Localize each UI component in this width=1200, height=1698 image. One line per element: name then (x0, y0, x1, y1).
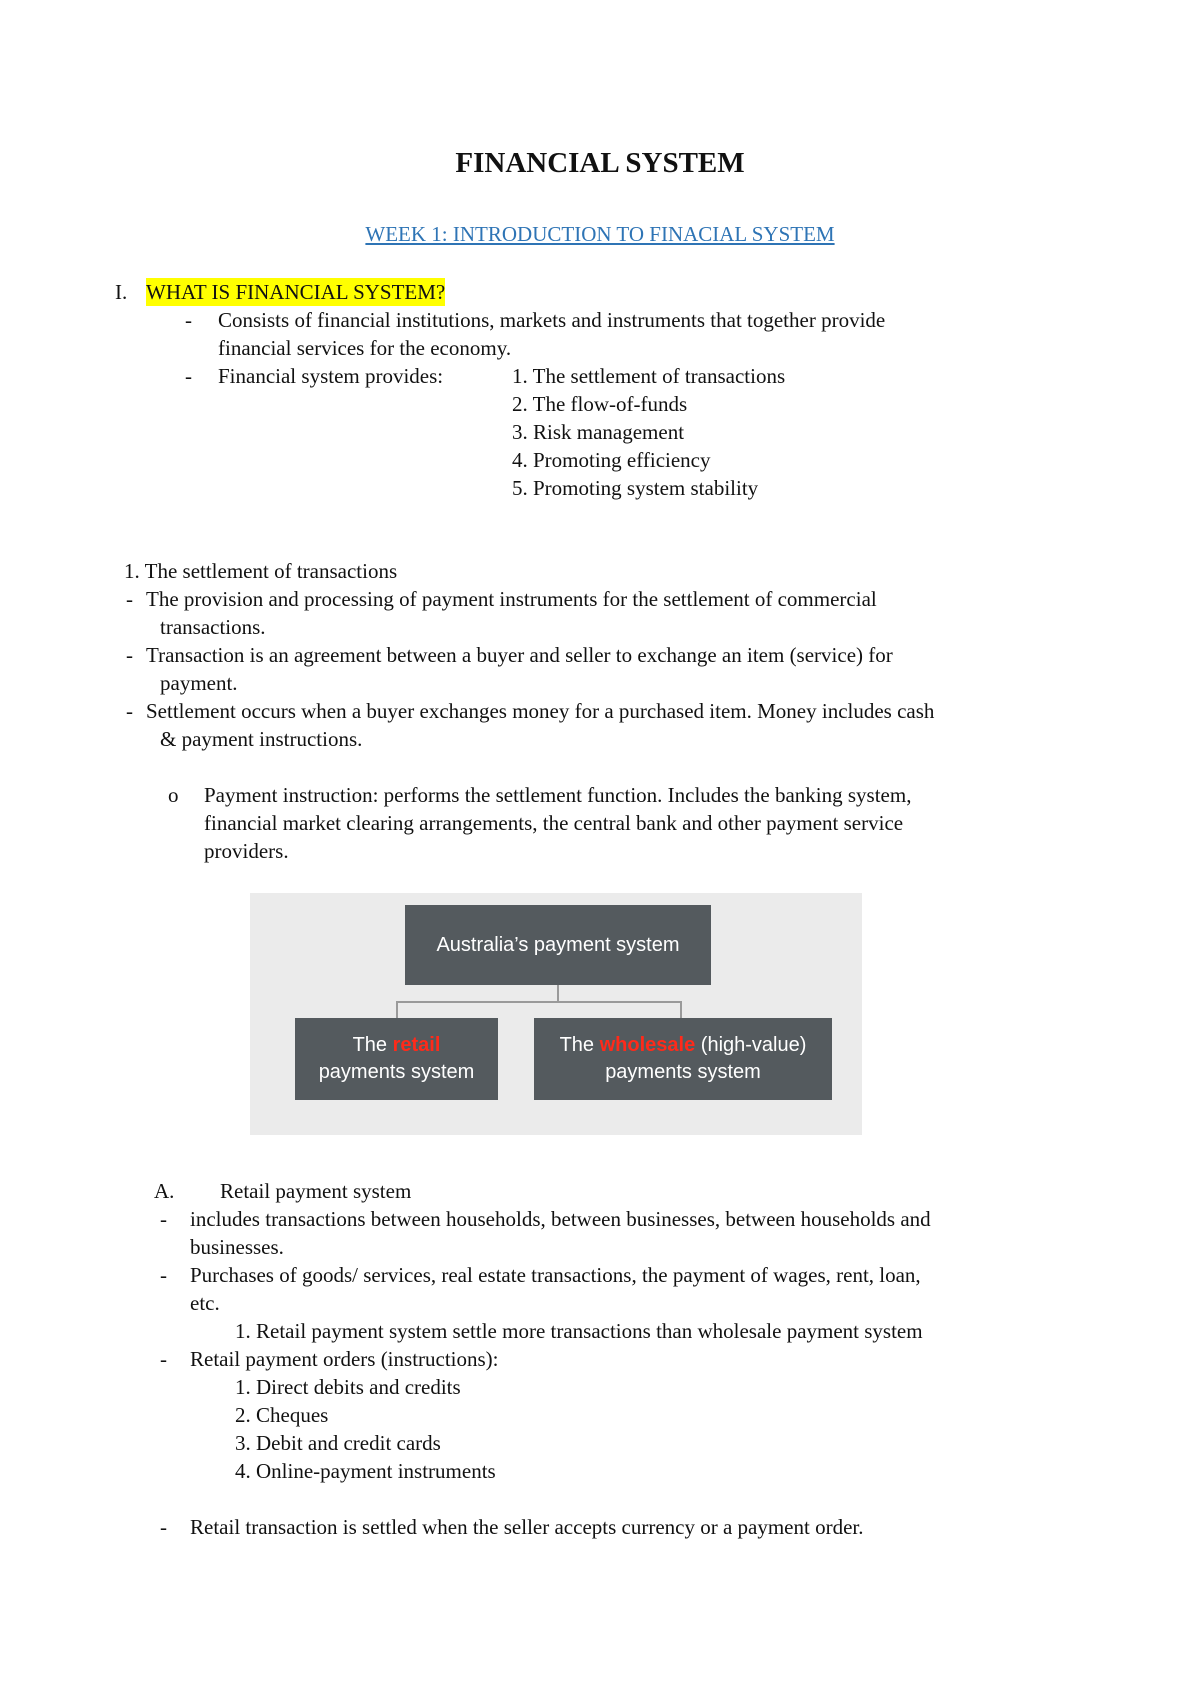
settlement-bullet-3-line-1: Settlement occurs when a buyer exchanges money for a purchased item. Money includes cash (146, 699, 935, 723)
connector-line (396, 1001, 398, 1018)
retail-orders-heading: Retail payment orders (instructions): (190, 1347, 499, 1371)
definition-line-1: Consists of financial institutions, markets and instruments that together provide (218, 308, 886, 332)
bullet-dash: - (126, 643, 133, 667)
retail-prefix: The (352, 1034, 393, 1056)
retail-order-item: 4. Online-payment instruments (235, 1459, 496, 1483)
bullet-dash: - (160, 1263, 167, 1287)
diagram-root-label: Australia’s payment system (436, 933, 680, 956)
retail-bullet-2-sub: 1. Retail payment system settle more transactions than wholesale payment system (235, 1319, 923, 1343)
section-heading: WHAT IS FINANCIAL SYSTEM? (146, 280, 446, 304)
retail-heading: Retail payment system (220, 1179, 412, 1203)
wholesale-keyword: wholesale (599, 1034, 696, 1056)
settlement-bullet-2-line-1: Transaction is an agreement between a buyer and seller to exchange an item (service) for (146, 643, 893, 667)
retail-bullet-4: Retail transaction is settled when the seller accepts currency or a payment order. (190, 1515, 864, 1539)
wholesale-title (560, 1032, 807, 1059)
retail-title (353, 1032, 441, 1059)
provides-item: 1. The settlement of transactions (512, 364, 786, 388)
retail-marker: A. (154, 1179, 175, 1203)
settlement-bullet-1-line-1: The provision and processing of payment instruments for the settlement of commercial (146, 587, 877, 611)
bullet-dash: - (185, 308, 192, 332)
provides-item: 2. The flow-of-funds (512, 392, 688, 416)
bullet-dash: - (126, 699, 133, 723)
wholesale-prefix: The (559, 1034, 600, 1056)
settlement-bullet-1-line-2: transactions. (160, 615, 266, 639)
provides-item: 5. Promoting system stability (512, 476, 759, 500)
connector-line (396, 1001, 681, 1003)
diagram-root-box (405, 905, 711, 985)
retail-box (295, 1018, 498, 1100)
connector-line (557, 985, 559, 1002)
retail-order-item: 1. Direct debits and credits (235, 1375, 461, 1399)
payment-instruction-line-2: financial market clearing arrangements, the central bank and other payment service (204, 811, 904, 835)
bullet-dash: - (160, 1515, 167, 1539)
retail-bullet-2-line-1: Purchases of goods/ services, real estate transactions, the payment of wages, rent, loan, (190, 1263, 921, 1287)
circle-bullet: o (168, 783, 179, 807)
provides-label: Financial system provides: (218, 364, 444, 388)
wholesale-suffix: (high-value) (695, 1034, 807, 1056)
retail-bullet-2-line-2: etc. (190, 1291, 220, 1315)
bullet-dash: - (160, 1207, 167, 1231)
retail-order-item: 3. Debit and credit cards (235, 1431, 441, 1455)
retail-order-item: 2. Cheques (235, 1403, 329, 1427)
provides-item: 3. Risk management (512, 420, 685, 444)
payment-instruction-line-3: providers. (204, 839, 289, 863)
week-heading: WEEK 1: INTRODUCTION TO FINACIAL SYSTEM (365, 222, 835, 246)
wholesale-box (534, 1018, 832, 1100)
settlement-bullet-2-line-2: payment. (160, 671, 238, 695)
bullet-dash: - (126, 587, 133, 611)
retail-keyword: retail (392, 1034, 441, 1056)
settlement-bullet-3-line-2: & payment instructions. (160, 727, 363, 751)
definition-line-2: financial services for the economy. (218, 336, 512, 360)
payment-instruction-line-1: Payment instruction: performs the settlement function. Includes the banking system, (204, 783, 912, 807)
retail-bullet-1-line-2: businesses. (190, 1235, 284, 1259)
page-title: FINANCIAL SYSTEM (455, 147, 745, 179)
retail-bullet-1-line-1: includes transactions between households, between businesses, between households and (190, 1207, 931, 1231)
section-marker: I. (115, 280, 128, 304)
bullet-dash: - (160, 1347, 167, 1371)
bullet-dash: - (185, 364, 192, 388)
provides-item: 4. Promoting efficiency (512, 448, 711, 472)
retail-subtitle: payments system (318, 1061, 475, 1083)
subsection-heading: 1. The settlement of transactions (124, 559, 398, 583)
connector-line (680, 1001, 682, 1018)
wholesale-subtitle: payments system (605, 1061, 761, 1083)
payment-system-diagram (250, 893, 862, 1135)
